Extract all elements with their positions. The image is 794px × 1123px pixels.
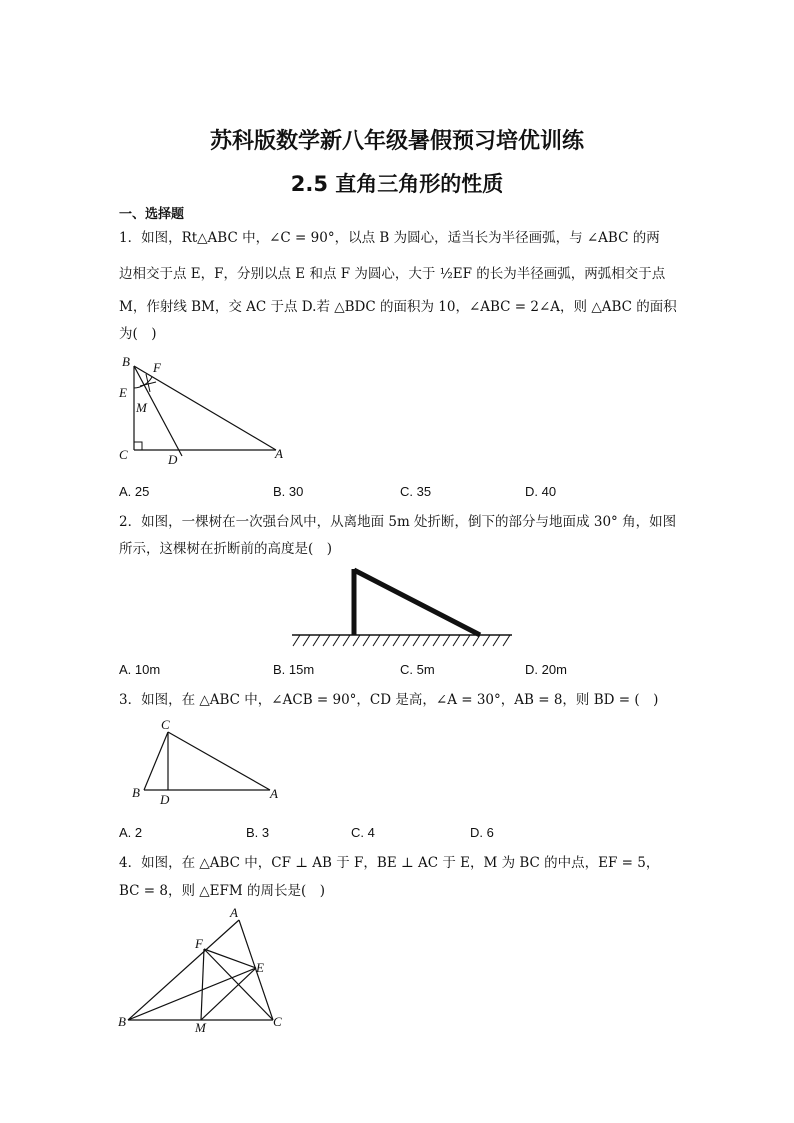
q1-option-a[interactable]: A. 25 — [119, 484, 150, 499]
q3-option-d[interactable]: D. 6 — [470, 825, 494, 840]
q1-label-c: C — [119, 447, 128, 462]
q2-option-d[interactable]: D. 20m — [525, 662, 567, 677]
q1-label-d: D — [168, 452, 178, 467]
q4-label-a: A — [230, 905, 238, 920]
q2-line-2: 所示，这棵树在折断前的高度是( ) — [119, 541, 333, 557]
q4-line-2: BC = 8，则 △EFM 的周长是( ) — [119, 883, 326, 899]
q4-figure — [115, 904, 295, 1039]
q1-line-3: M，作射线 BM，交 AC 于点 D.若 △BDC 的面积为 10，∠ABC = 2∠A，则 △ABC 的面积 — [119, 299, 677, 315]
q4-label-m: M — [195, 1020, 206, 1035]
q1-figure — [112, 352, 292, 472]
document-subtitle: 2.5 直角三角形的性质 — [290, 172, 504, 196]
q3-label-d: D — [160, 792, 170, 807]
q1-label-e: E — [119, 385, 127, 400]
document-title: 苏科版数学新八年级暑假预习培优训练 — [209, 129, 584, 154]
q3-label-c: C — [161, 717, 170, 732]
q4-line-1: 4．如图，在 △ABC 中，CF ⊥ AB 于 F，BE ⊥ AC 于 E，M 为 BC 的中点，EF = 5， — [119, 855, 660, 871]
q3-line-1: 3．如图，在 △ABC 中，∠ACB = 90°，CD 是高，∠A = 30°，AB = 8，则 BD = ( ) — [119, 692, 659, 708]
q1-option-b[interactable]: B. 30 — [273, 484, 304, 499]
q3-label-a: A — [270, 786, 278, 801]
q1-line-1: 1．如图，Rt△ABC 中，∠C = 90°，以点 B 为圆心，适当长为半径画弧，与 ∠ABC 的两 — [119, 230, 660, 246]
q1-line-2: 边相交于点 E，F，分别以点 E 和点 F 为圆心，大于 ½EF 的长为半径画弧，两弧相交于点 — [119, 266, 666, 282]
q2-figure — [290, 564, 515, 654]
q1-option-c[interactable]: C. 35 — [400, 484, 432, 499]
q3-label-b: B — [132, 785, 140, 800]
q1-line-4: 为( ) — [119, 326, 157, 342]
q3-option-b[interactable]: B. 3 — [246, 825, 270, 840]
q2-line-1: 2．如图，一棵树在一次强台风中，从离地面 5m 处折断，倒下的部分与地面成 30° 角，如图 — [119, 514, 677, 530]
q2-option-a[interactable]: A. 10m — [119, 662, 161, 677]
q4-label-f: F — [195, 936, 203, 951]
q3-option-a[interactable]: A. 2 — [119, 825, 143, 840]
q1-label-m: M — [136, 400, 147, 415]
q1-option-d[interactable]: D. 40 — [525, 484, 557, 499]
q1-label-b: B — [122, 354, 130, 369]
q4-label-c: C — [273, 1014, 282, 1029]
q4-label-e: E — [256, 960, 264, 975]
q3-figure — [128, 716, 288, 812]
q2-option-b[interactable]: B. 15m — [273, 662, 315, 677]
q4-label-b: B — [118, 1014, 126, 1029]
q2-option-c[interactable]: C. 5m — [400, 662, 435, 677]
q1-label-a: A — [275, 446, 283, 461]
section-heading: 一、选择题 — [119, 207, 185, 222]
q1-label-f: F — [153, 360, 161, 375]
q3-option-c[interactable]: C. 4 — [351, 825, 375, 840]
